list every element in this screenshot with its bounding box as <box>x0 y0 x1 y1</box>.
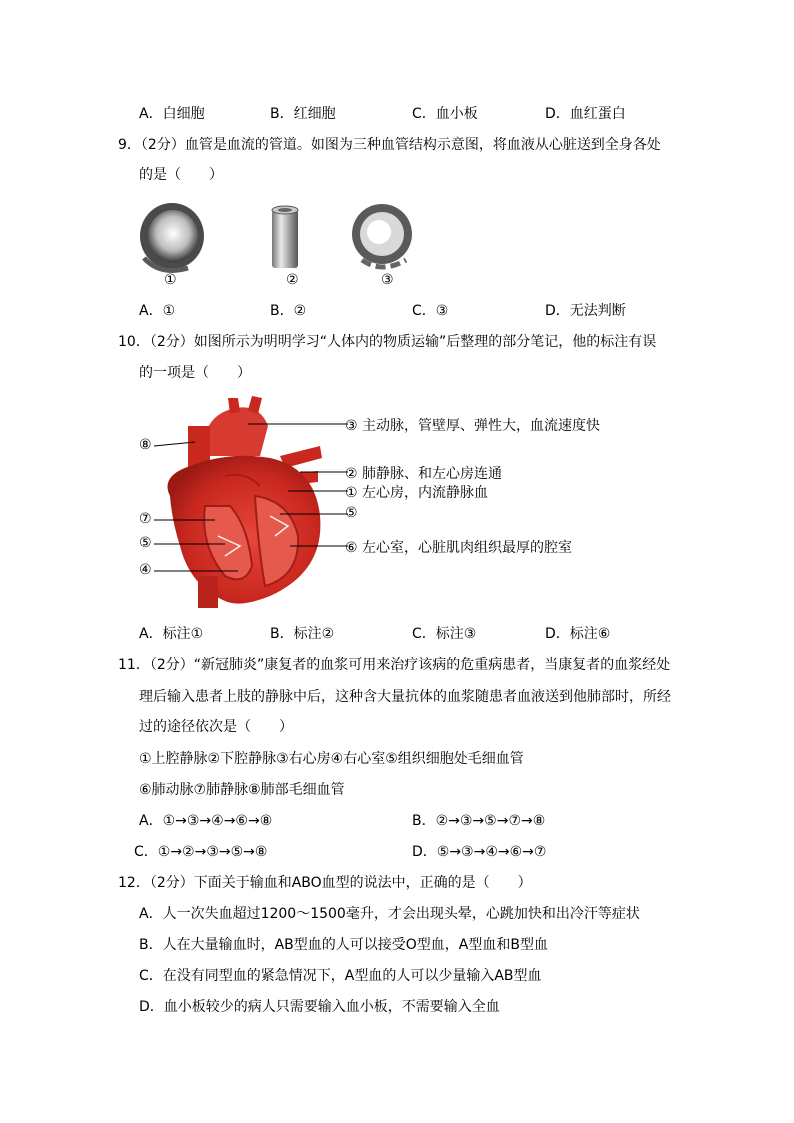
q8-option-b[interactable]: B．红细胞 <box>270 106 336 122</box>
q10-option-a[interactable]: A．标注① <box>139 626 204 642</box>
q12-option-b[interactable]: B．人在大量输血时，AB型血的人可以接受O型血，A型血和B型血 <box>139 937 548 953</box>
heart-icon <box>168 396 323 608</box>
q12-option-a[interactable]: A．人一次失血超过1200～1500毫升，才会出现头晕，心跳加快和出冷汗等症状 <box>139 906 640 922</box>
artery-icon <box>140 203 204 270</box>
q9-stem-line2: 的是（ ） <box>139 167 223 183</box>
q11-option-b[interactable]: B．②→③→⑤→⑦→⑧ <box>412 813 546 829</box>
q11-option-d[interactable]: D．⑤→③→④→⑥→⑦ <box>412 844 547 860</box>
heart-label-6: ⑥ 左心室，心脏肌肉组织最厚的腔室 <box>345 540 573 556</box>
q12-option-d[interactable]: D．血小板较少的病人只需要输入血小板，不需要输入全血 <box>139 999 500 1015</box>
q9-option-c[interactable]: C．③ <box>412 303 449 319</box>
q11-option-c[interactable]: C．①→②→③→⑤→⑧ <box>134 844 268 860</box>
q8-option-a[interactable]: A．白细胞 <box>139 106 205 122</box>
heart-label-4: ④ <box>139 562 152 578</box>
q9-figure-label-1: ① <box>164 272 177 288</box>
heart-label-5-right: ⑤ <box>345 505 358 521</box>
q10-option-c[interactable]: C．标注③ <box>412 626 477 642</box>
vein-icon <box>352 204 412 267</box>
q11-items-line1: ①上腔静脉②下腔静脉③右心房④右心室⑤组织细胞处毛细血管 <box>139 751 524 767</box>
q10-stem-line1: 10．（2分）如图所示为明明学习“人体内的物质运输”后整理的部分笔记，他的标注有误 <box>118 334 657 350</box>
heart-label-2: ② 肺静脉、和左心房连通 <box>345 466 503 482</box>
q12-option-c[interactable]: C．在没有同型血的紧急情况下，A型血的人可以少量输入AB型血 <box>139 968 542 984</box>
q9-figure-label-3: ③ <box>381 272 394 288</box>
heart-diagram <box>130 396 370 611</box>
q9-figure-label-2: ② <box>286 272 299 288</box>
heart-label-7: ⑦ <box>139 511 152 527</box>
heart-label-1: ① 左心房，内流静脉血 <box>345 485 489 501</box>
q10-option-b[interactable]: B．标注② <box>270 626 335 642</box>
q9-stem-line1: 9．（2分）血管是血流的管道。如图为三种血管结构示意图，将血液从心脏送到全身各处 <box>118 137 661 153</box>
q9-option-d[interactable]: D．无法判断 <box>545 303 626 319</box>
q8-option-c[interactable]: C．血小板 <box>412 106 478 122</box>
q10-option-d[interactable]: D．标注⑥ <box>545 626 611 642</box>
q11-stem-line3: 过的途径依次是（ ） <box>139 719 293 735</box>
q11-option-a[interactable]: A．①→③→④→⑥→⑧ <box>139 813 273 829</box>
q10-stem-line2: 的一项是（ ） <box>139 365 251 381</box>
q11-stem-line2: 理后输入患者上肢的静脉中后，这种含大量抗体的血浆随患者血液送到他肺部时，所经 <box>139 689 671 705</box>
heart-label-3: ③ 主动脉，管壁厚、弹性大，血流速度快 <box>345 418 600 434</box>
q12-stem: 12．（2分）下面关于输血和ABO血型的说法中，正确的是（ ） <box>118 875 532 891</box>
capillary-icon <box>272 206 298 268</box>
q8-option-d[interactable]: D．血红蛋白 <box>545 106 626 122</box>
q9-option-a[interactable]: A．① <box>139 303 176 319</box>
heart-label-8: ⑧ <box>139 437 152 453</box>
q11-stem-line1: 11．（2分）“新冠肺炎”康复者的血浆可用来治疗该病的危重病患者，当康复者的血浆经处 <box>118 657 671 673</box>
heart-label-5-left: ⑤ <box>139 535 152 551</box>
q11-items-line2: ⑥肺动脉⑦肺静脉⑧肺部毛细血管 <box>139 782 345 798</box>
q9-option-b[interactable]: B．② <box>270 303 307 319</box>
